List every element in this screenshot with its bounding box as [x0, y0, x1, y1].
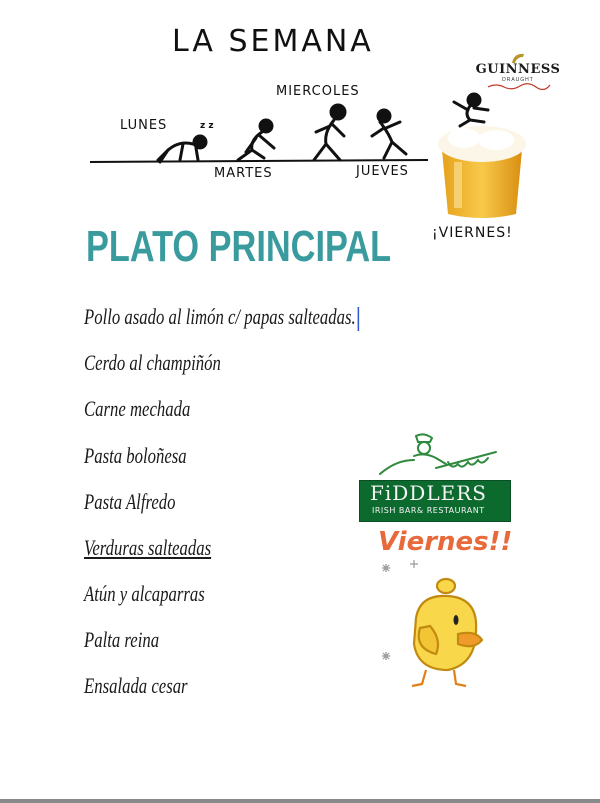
- day-label-lunes: LUNES: [120, 118, 168, 133]
- harp-icon: [508, 52, 528, 64]
- menu-item: Ensalada cesar: [84, 673, 188, 698]
- svg-text:z z: z z: [200, 121, 214, 131]
- yellow-duck-icon: [396, 568, 494, 694]
- friday-banner: Viernes!!: [378, 527, 513, 557]
- day-label-miercoles: MIERCOLES: [276, 84, 360, 99]
- page-title: LA SEMANA: [172, 24, 374, 59]
- menu-item: Pasta Alfredo: [84, 489, 176, 514]
- menu-item: Palta reina: [84, 627, 160, 652]
- restaurant-name: FiDDLERS: [370, 481, 487, 505]
- text-cursor: [357, 307, 359, 331]
- menu-item: [84, 304, 359, 331]
- crawling-figure: [158, 136, 206, 162]
- beer-glass-icon: [434, 118, 530, 222]
- menu-item: Atún y alcaparras: [84, 581, 205, 606]
- menu-title: PLATO PRINCIPAL: [86, 222, 392, 271]
- day-label-viernes: ¡VIERNES!: [432, 225, 513, 241]
- fiddler-drawing-icon: [376, 430, 500, 478]
- day-label-martes: MARTES: [214, 166, 273, 181]
- guinness-name: GUINNESS: [475, 62, 561, 77]
- day-label-jueves: JUEVES: [356, 164, 409, 179]
- guinness-sub: DRAUGHT: [502, 77, 534, 83]
- kneeling-figure: [238, 120, 274, 160]
- signature-icon: [486, 82, 552, 90]
- restaurant-subtitle: IRISH BAR& RESTAURANT: [372, 506, 485, 515]
- page-bottom-border: [0, 799, 600, 803]
- menu-item: Cerdo al champiñón: [84, 350, 221, 375]
- menu-item-text: Pollo asado al limón c/ papas salteadas.: [84, 304, 356, 329]
- guinness-logo: [458, 52, 578, 90]
- running-figure: [372, 110, 406, 158]
- menu-item: Pasta boloñesa: [84, 443, 187, 468]
- menu-item: Verduras salteadas: [84, 535, 212, 560]
- tired-walking-figure: [314, 105, 345, 160]
- menu-item: Carne mechada: [84, 396, 191, 421]
